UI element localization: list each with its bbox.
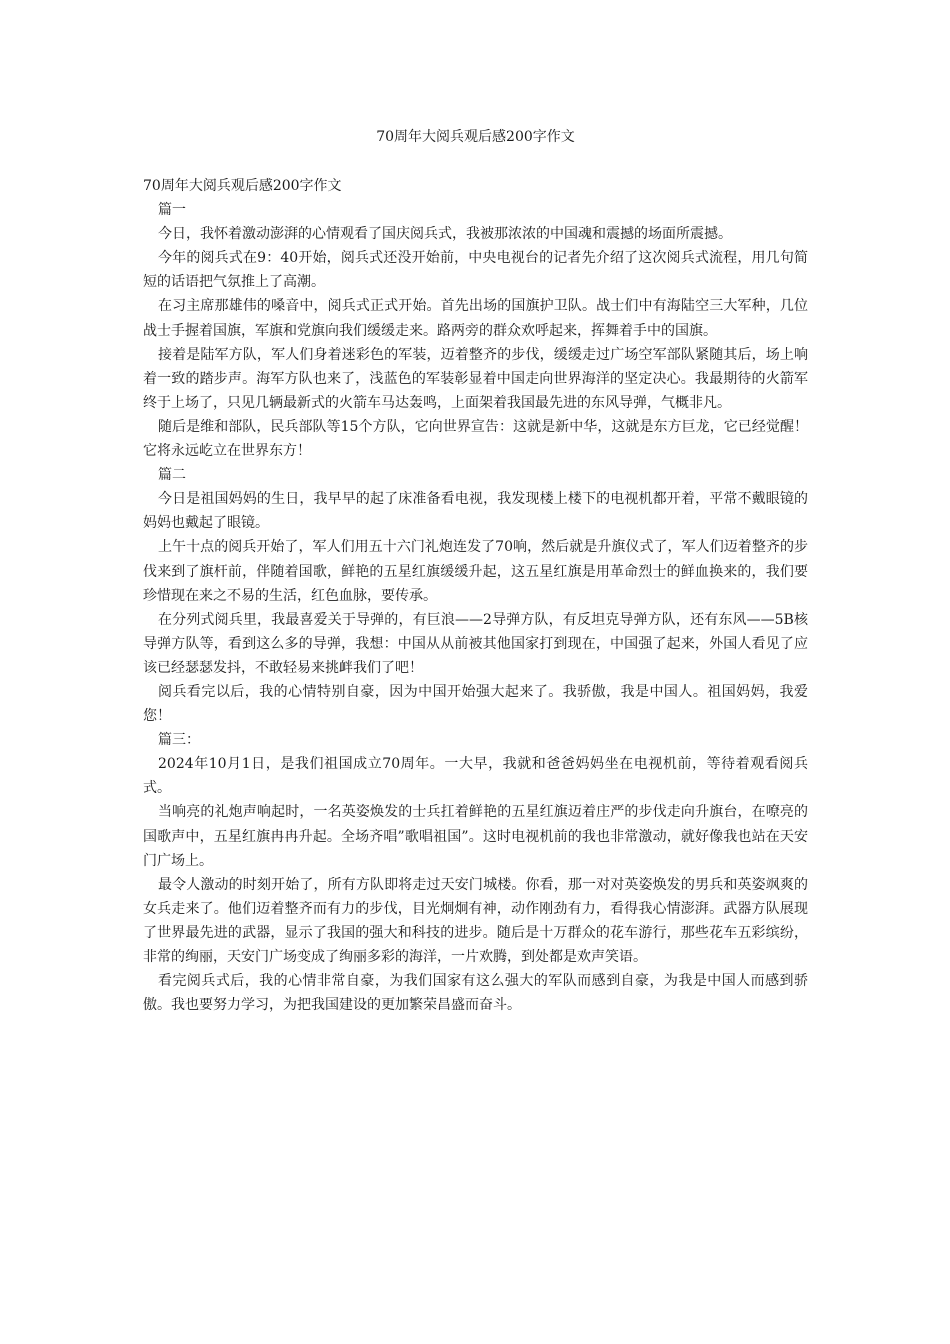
paragraph: 在习主席那雄伟的嗓音中，阅兵式正式开始。首先出场的国旗护卫队。战士们中有海陆空三大军种，几位战士手握着国旗，军旗和党旗向我们缓缓走来。路两旁的群众欢呼起来，挥舞着手中的国旗。 [143, 298, 808, 339]
document-body [143, 174, 808, 1017]
paragraph: 最令人激动的时刻开始了，所有方队即将走过天安门城楼。你看，那一对对英姿焕发的男兵和英姿飒爽的女兵走来了。他们迈着整齐而有力的步伐，目光炯炯有神，动作刚劲有力，看得我心情澎湃。武器方队展现了世界最先进的武器，显示了我国的强大和科技的进步。随后是十万群众的花车游行，那些花车五彩缤纷，非常的绚丽，天安门广场变成了绚丽多彩的海洋，一片欢腾，到处都是欢声笑语。 [143, 876, 808, 965]
paragraph: 今年的阅兵式在9：40开始，阅兵式还没开始前，中央电视台的记者先介绍了这次阅兵式流程，用几句简短的话语把气氛推上了高潮。 [143, 250, 808, 291]
document-subtitle: 70周年大阅兵观后感200字作文 [143, 178, 342, 194]
paragraph: 今日是祖国妈妈的生日，我早早的起了床准备看电视，我发现楼上楼下的电视机都开着，平常不戴眼镜的妈妈也戴起了眼镜。 [143, 491, 808, 532]
paragraph: 在分列式阅兵里，我最喜爱关于导弹的，有巨浪——2导弹方队，有反坦克导弹方队，还有东风——5B核导弹方队等，看到这么多的导弹，我想：中国从从前被其他国家打到现在，中国强了起来，外国人看见了应该已经瑟瑟发抖，不敢轻易来挑衅我们了吧！ [143, 611, 808, 676]
paragraph: 看完阅兵式后，我的心情非常自豪，为我们国家有这么强大的军队而感到自豪，为我是中国人而感到骄傲。我也要努力学习，为把我国建设的更加繁荣昌盛而奋斗。 [143, 973, 808, 1014]
section-heading-2: 篇二 [158, 467, 186, 484]
paragraph: 阅兵看完以后，我的心情特别自豪，因为中国开始强大起来了。我骄傲，我是中国人。祖国妈妈，我爱您！ [143, 683, 808, 725]
paragraph: 2024年10月1日，是我们祖国成立70周年。一大早，我就和爸爸妈妈坐在电视机前，等待着观看阅兵式。 [143, 756, 808, 797]
paragraph: 上午十点的阅兵开始了，军人们用五十六门礼炮连发了70响，然后就是升旗仪式了，军人们迈着整齐的步伐来到了旗杆前，伴随着国歌，鲜艳的五星红旗缓缓升起，这五星红旗是用革命烈士的鲜血换来的，我们要珍惜现在来之不易的生活，红色血脉，要传承。 [143, 539, 808, 604]
section-heading-1: 篇一 [158, 202, 186, 219]
section-heading-3: 篇三： [158, 732, 200, 749]
paragraph: 当响亮的礼炮声响起时，一名英姿焕发的士兵扛着鲜艳的五星红旗迈着庄严的步伐走向升旗台，在嘹亮的国歌声中，五星红旗冉冉升起。全场齐唱”歌唱祖国”。这时电视机前的我也非常激动，就好像我也站在天安门广场上。 [143, 804, 808, 869]
paragraph: 随后是维和部队，民兵部队等15个方队，它向世界宣告：这就是新中华，这就是东方巨龙，它已经觉醒！它将永远屹立在世界东方！ [143, 418, 808, 460]
document-title: 70周年大阅兵观后感200字作文 [376, 129, 575, 145]
paragraph: 接着是陆军方队，军人们身着迷彩色的军装，迈着整齐的步伐，缓缓走过广场空军部队紧随其后，场上响着一致的踏步声。海军方队也来了，浅蓝色的军装彰显着中国走向世界海洋的坚定决心。我最期待的火箭军终于上场了，只见几辆最新式的火箭车马达轰鸣，上面架着我国最先进的东风导弹，气概非凡。 [143, 346, 808, 411]
paragraph: 今日，我怀着激动澎湃的心情观看了国庆阅兵式，我被那浓浓的中国魂和震撼的场面所震撼。 [158, 226, 732, 243]
